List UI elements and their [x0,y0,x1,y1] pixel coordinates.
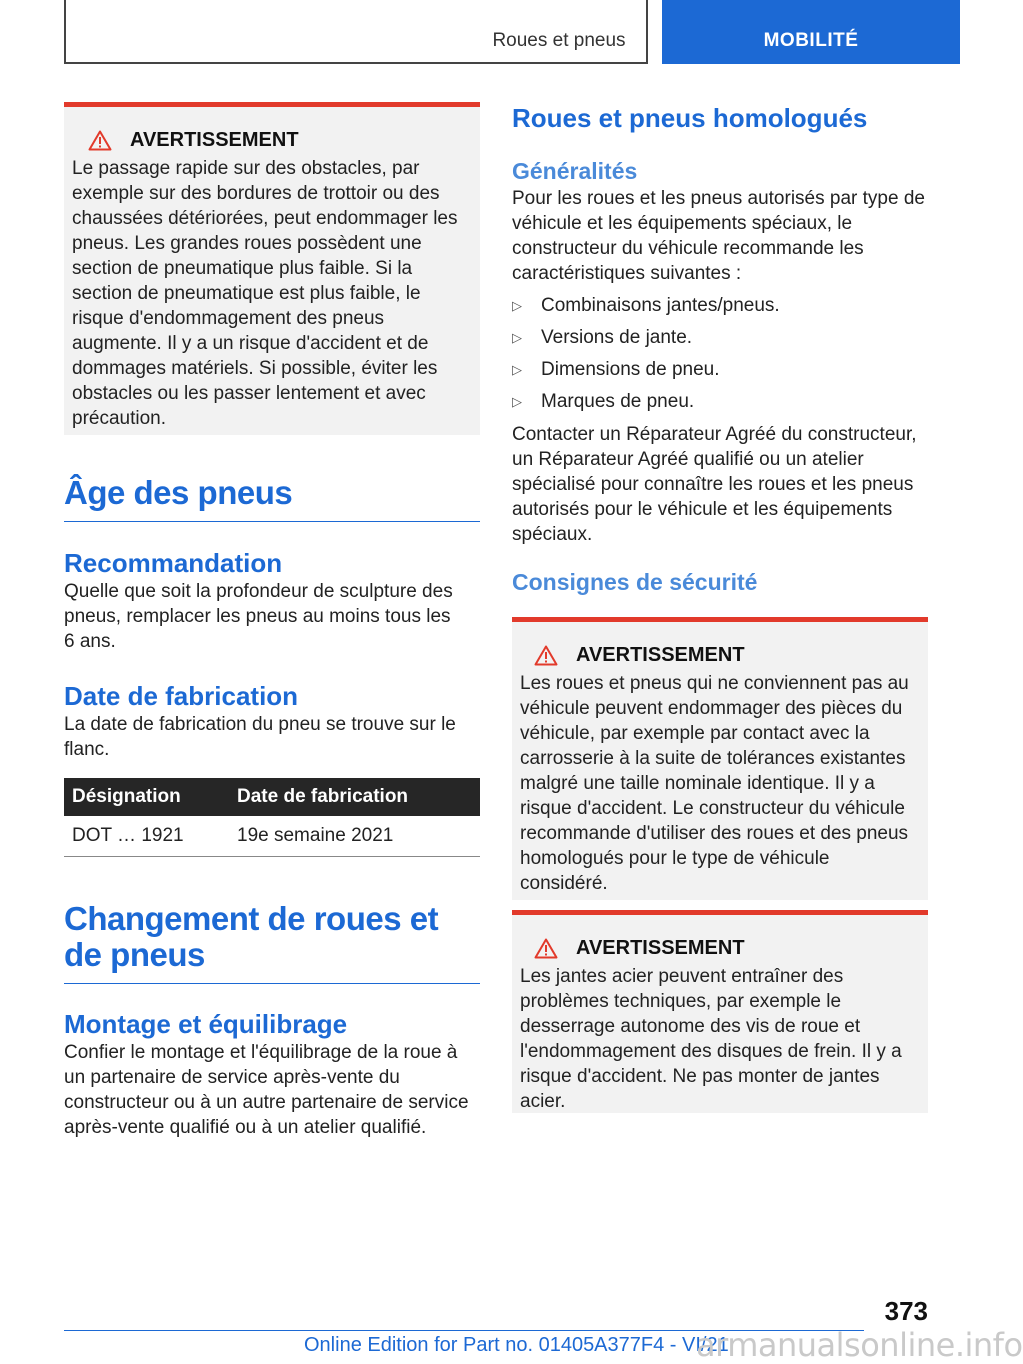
left-column [64,102,480,1140]
table-header-cell: Désignation [64,778,229,816]
list-item [512,354,928,386]
warning-triangle-icon [534,938,558,959]
date-text: La date de fabrication du pneu se trouve sur le flanc. [64,714,456,760]
table-cell: 19e semaine 2021 [229,816,480,857]
table-header-cell: Date de fabrication [229,778,480,816]
warning-text: Les roues et pneus qui ne conviennent pas au véhicule peuvent endommager des pièces du véhicule, par exemple par contact avec la carrosserie à la suite de tolérances existantes malgré une taille nominale identique. Il y a risque d'accident. Le constructeur du véhicule recommande d'utiliser des roues et des pneus homologués pour le type de véhicule considéré. [520,673,909,894]
list-item-text: Combinaisons jantes/pneus. [541,295,780,316]
page-number: 373 [884,1296,928,1326]
section-title-age: Âge des pneus [64,475,480,522]
list-item [512,386,928,418]
header-section-title: Roues et pneus [492,30,626,51]
warning-triangle-icon [88,130,112,151]
list-item-text: Dimensions de pneu. [541,359,720,380]
warning-title [72,129,472,152]
list-item [512,322,928,354]
warning-box [64,102,480,435]
recommandation-text: Quelle que soit la profondeur de sculpture des pneus, remplacer les pneus au moins tous les 6 ans. [64,581,453,652]
section-title-changement: Changement de roues et de pneus [64,901,480,984]
montage-text: Confier le montage et l'équilibrage de la roue à un partenaire de service après-vente du constructeur ou à un autre partenaire de service après-vente qualifié ou à un atelier qualifié. [64,1042,469,1138]
warning-text: Les jantes acier peuvent entraîner des problèmes techniques, par exemple le desserrage autonome des vis de roue et l'endommagement des disques de frein. Il y a risque d'accident. Ne pas monter de jantes acier. [520,966,902,1112]
subsection-title-date: Date de fabrication [64,681,299,711]
list-item-text: Marques de pneu. [541,391,695,412]
section-title-homologues: Roues et pneus homologués [512,103,868,133]
subsection-title-consignes: Consignes de sécurité [512,569,758,595]
table-row [64,816,480,857]
table-cell: DOT … 1921 [64,816,229,857]
subsection-title-generalites: Généralités [512,158,638,184]
warning-box-2 [512,910,928,1113]
warning-title-text: AVERTISSEMENT [576,937,745,959]
list-item-text: Versions de jante. [541,327,693,348]
footer-edition: Online Edition for Part no. 01405A377F4 - VI/21 [304,1334,729,1356]
subsection-title-recommandation: Recommandation [64,548,283,578]
warning-title [520,937,920,960]
table-header-row [64,778,480,816]
warning-box-1 [512,617,928,900]
date-table [64,778,480,857]
generalites-text: Pour les roues et les pneus autorisés par type de véhicule et les équipements spéciaux, le constructeur du véhicule recommande les caractéristiques suivantes : [512,188,925,284]
right-column [512,102,928,1113]
characteristics-list [512,290,928,418]
warning-title-text: AVERTISSEMENT [130,129,299,151]
warning-title [520,644,920,667]
warning-text: Le passage rapide sur des obstacles, par exemple sur des bordures de trottoir ou des chaussées détériorées, peut endommager les pneus. Les grandes roues possèdent une section de pneumatique plus faible. Si la section de pneumatique est plus faible, le risque d'endommagement des pneus augmente. Il y a un risque d'accident et de dommages matériels. Si possible, éviter les obstacles ou les passer lentement et avec précaution. [72,158,458,429]
contact-text: Contacter un Réparateur Agréé du constructeur, un Réparateur Agréé qualifié ou un atelier spécialisé pour connaître les roues et les pneus autorisés pour le véhicule et les équipements spéciaux. [512,424,917,545]
header-tab-mobilite[interactable]: MOBILITÉ [662,0,960,64]
warning-title-text: AVERTISSEMENT [576,644,745,666]
triangle-bullet-icon: ▷ [512,330,522,345]
list-item [512,290,928,322]
triangle-bullet-icon: ▷ [512,394,522,409]
watermark: armanualsonline.info [696,1326,1023,1364]
warning-triangle-icon [534,645,558,666]
triangle-bullet-icon: ▷ [512,298,522,313]
triangle-bullet-icon: ▷ [512,362,522,377]
subsection-title-montage: Montage et équilibrage [64,1009,348,1039]
